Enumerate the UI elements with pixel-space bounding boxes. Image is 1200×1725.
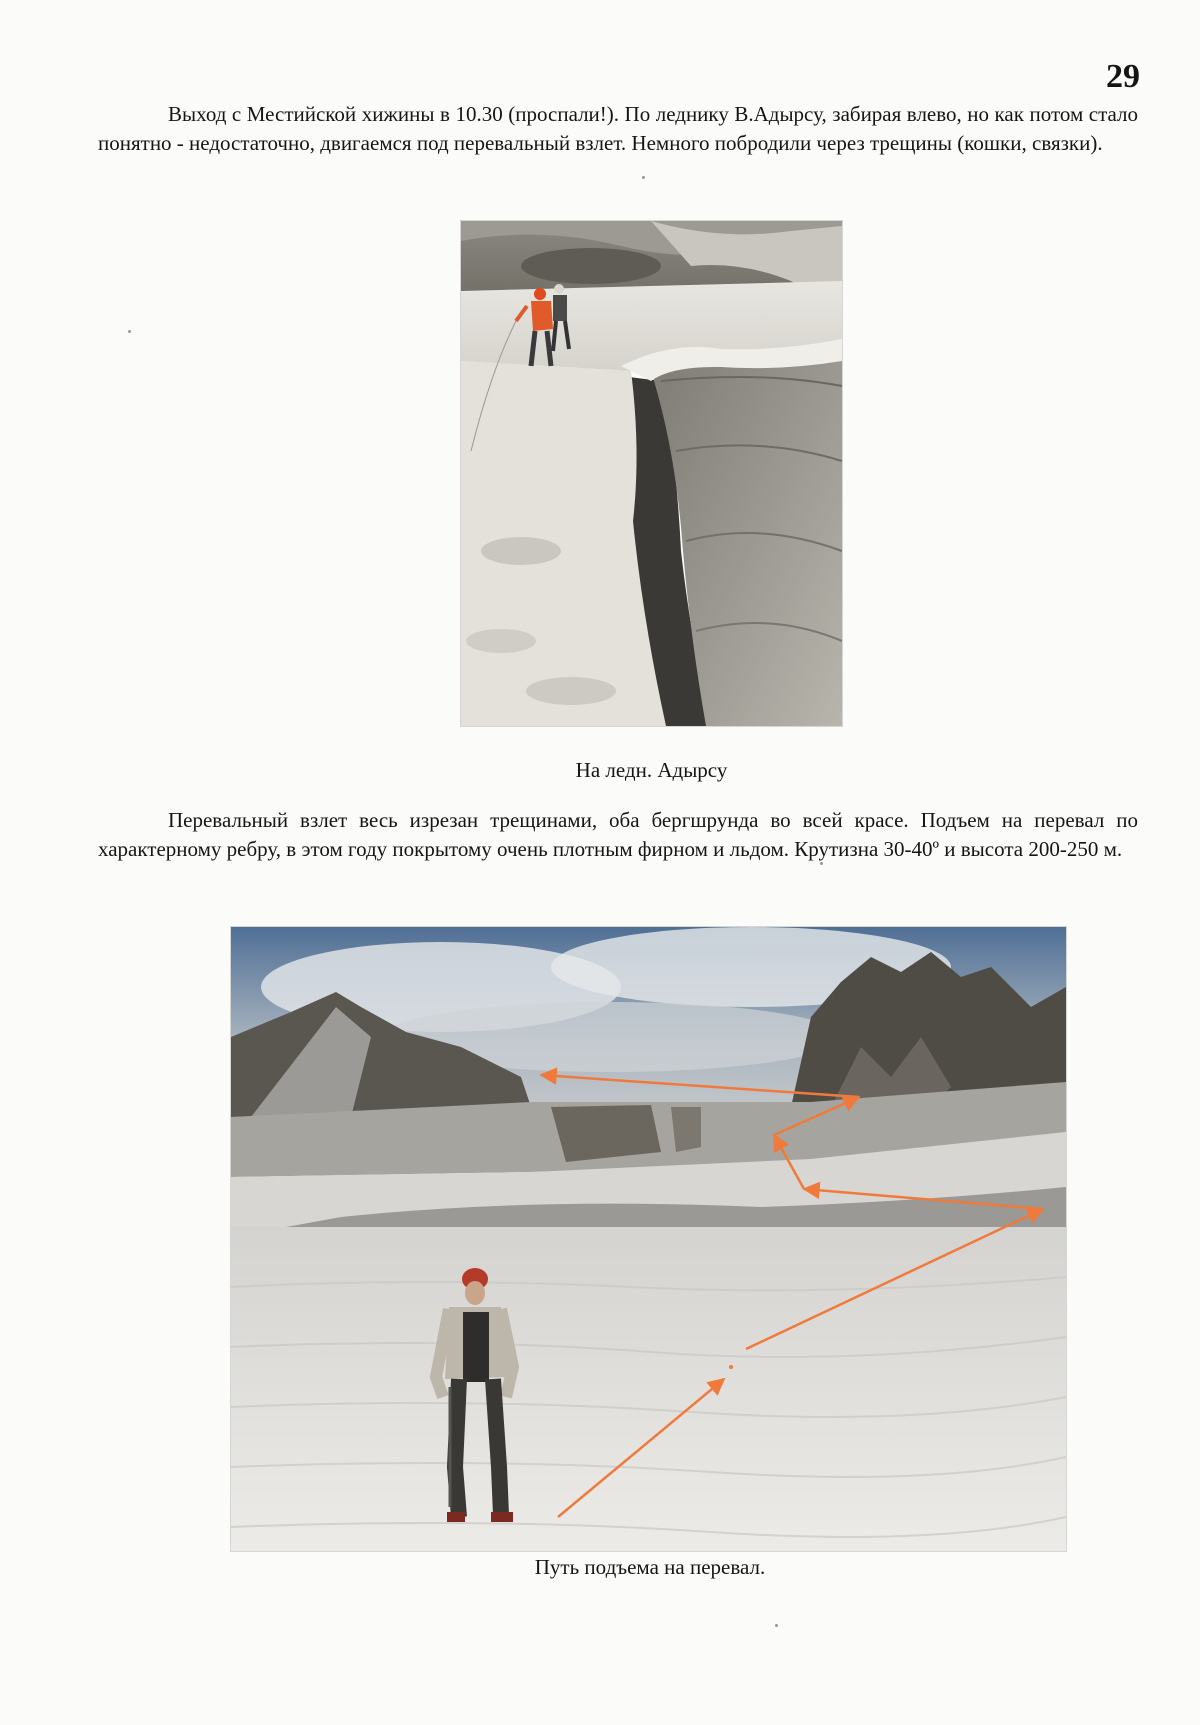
- scan-speck: [642, 176, 645, 179]
- page-number: 29: [1106, 58, 1140, 95]
- glacier-crevasse-photo: [461, 221, 842, 726]
- scan-speck: [820, 862, 823, 865]
- scan-speck: [775, 1624, 778, 1627]
- paragraph-descent-start: Выход с Местийской хижины в 10.30 (проспали!). По леднику В.Адырсу, забирая влево, но как потом стало понятно - недостаточно, двигаемся под перевальный взлет. Немного побродили через трещины (кошки, связки).: [98, 102, 1138, 155]
- figure-caption-route: Путь подъема на перевал.: [534, 1555, 766, 1579]
- paragraph-pass-ascent: Перевальный взлет весь изрезан трещинами, оба бергшрунда во всей красе. Подъем на перевал по характерному ребру, в этом году покрытому очень плотным фирном и льдом. Крутизна 30-40º и высота 200-250 м.: [98, 808, 1138, 861]
- figure-caption-glacier: На ледн. Адырсу: [575, 758, 728, 782]
- scan-speck: [128, 330, 131, 333]
- pass-route-photo: [231, 927, 1066, 1551]
